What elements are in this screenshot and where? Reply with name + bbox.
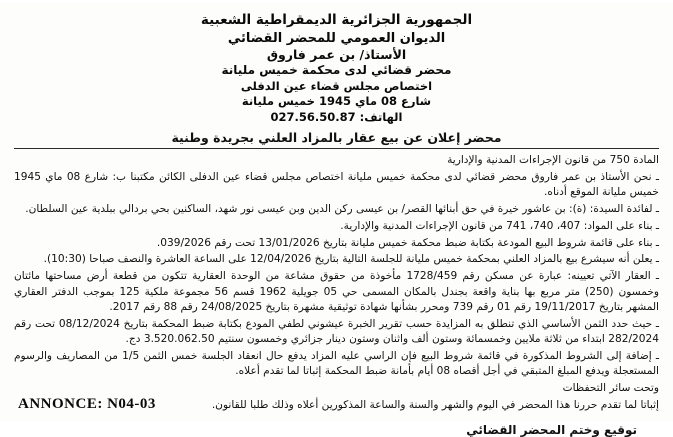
- divider: [14, 148, 659, 149]
- paragraph-beneficiary: ـ لفائدة السيدة: (ة): بن عاشور خيرة في حق أبنائها القصر/ بن عيسى ركن الدين وبن عيسى نور شهد، الساكنين بحي بردالي ببلدية عين السلطان.: [25, 202, 659, 215]
- paragraph-starting-price: ـ حيث حدد الثمن الأساسي الذي تنطلق به المزايدة حسب تقرير الخبرة عيشوني لطفي المودع بكتابة ضبط المحكمة بتاريخ 08/12/2024 تحت رقم 282/2024 ابتداء من ثلاثة ملايين وخمسمائة وستون ألف واثنان وستون دينار جزائري وخمسون سنتيم 3.520.062.50 دج.: [14, 317, 659, 346]
- paragraph-reservations: وتحت سائر التحفظات: [562, 382, 659, 395]
- signature-line: توقيع وختم المحضر القضائي: [466, 422, 637, 437]
- header-line-phone: الهاتف: 027.56.50.87: [270, 109, 403, 124]
- header-line-office: الديوان العمومي للمحضر القضائي: [227, 30, 446, 46]
- annonce-number: ANNONCE: N04-03: [18, 396, 156, 412]
- paragraph-payment-terms: ـ إضافة إلى الشروط المذكورة في قائمة شروط البيع فإن الراسي عليه المزاد يدفع حال انعقاد الجلسة خمس الثمن 1/5 من المصاريف والرسوم المستعجلة ويدفع المبلغ المتبقي في أجل أقصاه 08 أيام بأمانة ضبط المحكمة إثباتا لما تقدم أعلاه.: [14, 350, 660, 378]
- paragraph-legal-article: المادة 750 من قانون الإجراءات المدنية والإدارية: [447, 153, 659, 166]
- document-title: محضر إعلان عن بيع عقار بالمزاد العلني بجريدة وطنية: [171, 129, 502, 145]
- header-line-name: الأستاذ/ بن عمر فاروق: [266, 46, 407, 62]
- paragraph-articles-basis: ـ بناء على المواد: 407، 740، 741 من قانون الإجراءات المدنية والإدارية.: [340, 219, 659, 232]
- header-line-republic: الجمهورية الجزائرية الديمقراطية الشعبية: [200, 12, 473, 28]
- paragraph-closing: إثباتا لما تقدم حررنا هذا المحضر في اليوم والشهر والسنة والساعة المذكورين أعلاه وذلك طلبا للقانون.: [211, 399, 659, 412]
- document-body: [14, 153, 659, 414]
- header-line-jurisdiction: اختصاص مجلس قضاء عين الدفلى: [240, 79, 433, 94]
- paragraph-auction-date: ـ يعلن أنه سيشرع بيع بالمزاد العلني بمحكمة خميس مليانة للجلسة التالية بتاريخ 12/04/2026 على الساعة العاشرة والنصف صباحا (10:30).: [43, 253, 659, 266]
- paragraph-bailiff-identity: ـ نحن الأستاذ بن عمر فاروق محضر قضائي لدى محكمة خميس مليانة اختصاص مجلس قضاء عين الدفلى الكائن مكتبنا ب: شارع 08 ماي 1945 خميس مليانة الموقع أدناه.: [14, 170, 659, 199]
- header-line-court: محضر قضائي لدى محكمة خميس مليانة: [221, 63, 452, 78]
- document-header: [14, 12, 659, 125]
- paragraph-conditions-list: ـ بناء على قائمة شروط البيع المودعة بكتابة ضبط محكمة خميس مليانة بتاريخ 13/01/2026 تحت رقم 039/2026.: [156, 236, 659, 249]
- paragraph-property-description: ـ العقار الآتي تعيينه: عبارة عن مسكن رقم 1728/459 مأخوذة من حقوق مشاعة من الوحدة العقارية تتكون من قطعة أرض مساحتها مائتان وخمسون (250) متر مربع بها بناية واقعة بجندل بالمكان المسمى حي 05 جويلية 1962 قسم 56 مجموعة ملكية 125 بموجب الدفتر العقاري المشهر بتاريخ 19/11/2017 رقم 01 رقم 739 ومحرر بشأنها شهادة توثيقية مشهرة بتاريخ 24/08/2025 رقم 88 رقم 2017.: [14, 270, 659, 314]
- header-line-address: شارع 08 ماي 1945 خميس مليانة: [241, 94, 432, 109]
